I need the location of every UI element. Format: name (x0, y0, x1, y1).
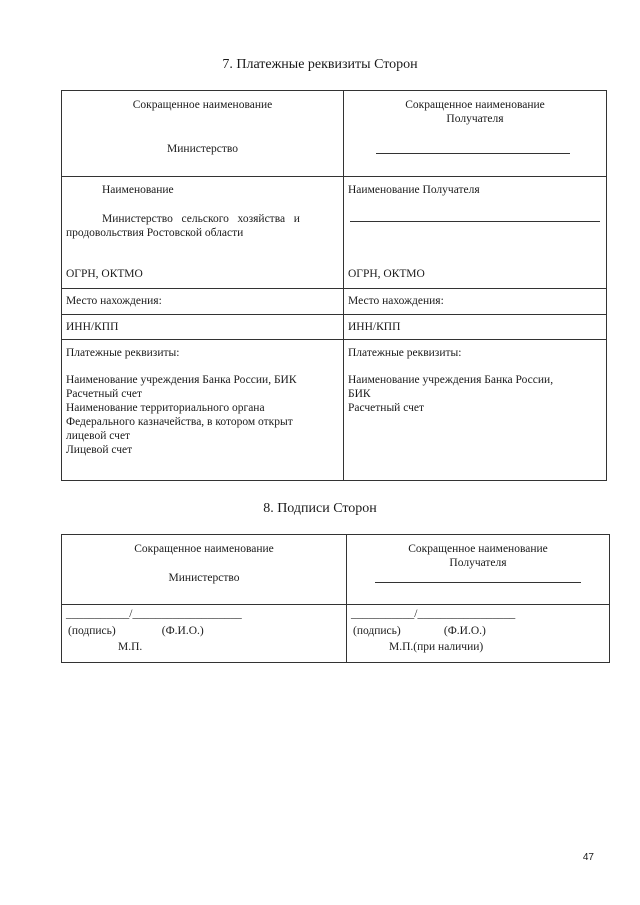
stamp-label: М.П.(при наличии) (389, 641, 484, 653)
ministry-short-name: Министерство (167, 143, 238, 155)
signature-caption: (подпись) (Ф.И.О.) (68, 625, 204, 637)
recipient-inn-cell (344, 315, 607, 340)
ministry-short-name-cell (62, 535, 347, 605)
list-item: БИК (348, 388, 371, 400)
list-item: Наименование территориального органа (66, 402, 265, 414)
name-label: Наименование (102, 184, 174, 196)
signature-line[interactable]: ___________/_________________ (351, 608, 516, 620)
section-8-title: 8. Подписи Сторон (263, 501, 377, 516)
location-label: Место нахождения: (348, 295, 444, 307)
list-item: Лицевой счет (66, 444, 133, 456)
page-number: 47 (582, 852, 594, 863)
recipient-payment-cell (344, 340, 607, 481)
short-name-label: Сокращенное наименование (134, 543, 274, 555)
payment-details-table (61, 90, 607, 481)
ministry-full-name-line2: продовольствия Ростовской области (66, 227, 244, 239)
inn-kpp-label: ИНН/КПП (348, 321, 401, 333)
ogrn-oktmo-label: ОГРН, ОКТМО (348, 268, 425, 280)
payment-details-list (66, 373, 339, 457)
stamp-label: М.П. (118, 641, 143, 653)
ministry-payment-cell (62, 340, 344, 481)
section-7-title: 7. Платежные реквизиты Сторон (222, 57, 418, 72)
recipient-name-blank[interactable] (350, 221, 600, 222)
recipient-location-cell (344, 289, 607, 315)
ministry-name-cell (62, 177, 344, 289)
list-item: лицевой счет (66, 430, 131, 442)
signatures-table (61, 534, 610, 663)
recipient-name-cell (344, 177, 607, 289)
inn-kpp-label: ИНН/КПП (66, 321, 119, 333)
short-name-label: Сокращенное наименование (408, 543, 548, 555)
payment-details-label: Платежные реквизиты: (348, 347, 462, 359)
ministry-signature-cell (62, 605, 347, 663)
recipient-short-name-cell (344, 91, 607, 177)
ministry-short-name: Министерство (168, 572, 240, 584)
ogrn-oktmo-label: ОГРН, ОКТМО (66, 268, 143, 280)
list-item: Наименование учреждения Банка России, (348, 374, 554, 386)
short-name-label: Сокращенное наименование (132, 99, 273, 111)
list-item: Расчетный счет (348, 402, 424, 414)
location-label: Место нахождения: (66, 295, 162, 307)
short-name-label-recipient: Получателя (449, 557, 507, 569)
ministry-location-cell (62, 289, 344, 315)
recipient-name-label: Наименование Получателя (348, 184, 480, 196)
recipient-short-name-blank[interactable] (375, 582, 581, 583)
ministry-inn-cell (62, 315, 344, 340)
ministry-full-name-line1: Министерство сельского хозяйства и (102, 213, 300, 225)
recipient-signature-cell (347, 605, 610, 663)
signature-caption: (подпись) (Ф.И.О.) (353, 625, 486, 637)
list-item: Расчетный счет (66, 388, 142, 400)
ministry-short-name-cell (62, 91, 344, 177)
signature-line[interactable]: ___________/___________________ (66, 608, 242, 620)
short-name-label-recipient: Получателя (446, 113, 504, 125)
recipient-short-name-cell (347, 535, 610, 605)
list-item: Наименование учреждения Банка России, БИК (66, 374, 297, 386)
payment-details-label: Платежные реквизиты: (66, 347, 180, 359)
list-item: Федерального казначейства, в котором открыт (66, 416, 293, 428)
recipient-short-name-blank[interactable] (376, 153, 570, 154)
payment-details-list (348, 373, 602, 415)
short-name-label: Сокращенное наименование (405, 99, 545, 111)
